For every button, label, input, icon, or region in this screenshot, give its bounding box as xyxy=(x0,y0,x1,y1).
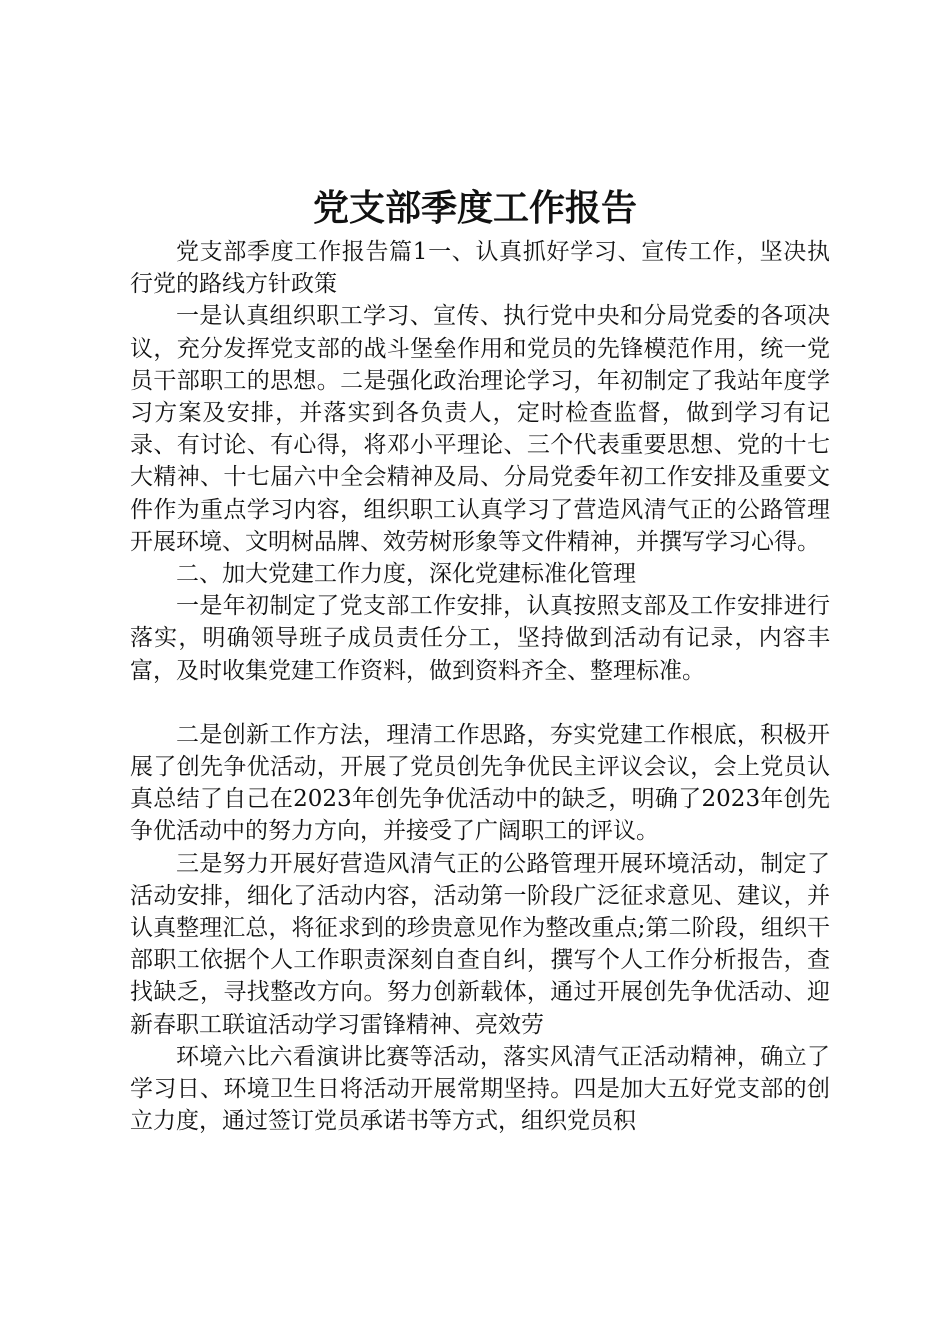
page-title: 党支部季度工作报告 xyxy=(312,187,637,229)
paragraph-7: 环境六比六看演讲比赛等活动，落实风清气正活动精神，确立了学习日、环境卫生日将活动开展常期坚持。四是加大五好党支部的创立力度，通过签订党员承诺书等方式，组织党员积 xyxy=(130,1043,830,1135)
paragraph-4: 一是年初制定了党支部工作安排，认真按照支部及工作安排进行落实，明确领导班子成员责任分工，坚持做到活动有记录，内容丰富，及时收集党建工作资料，做到资料齐全、整理标准。 xyxy=(130,593,830,684)
paragraph-2: 一是认真组织职工学习、宣传、执行党中央和分局党委的各项决议，充分发挥党支部的战斗堡垒作用和党员的先锋模范作用，统一党员干部职工的思想。二是强化政治理论学习，年初制定了我站年度学习方案及安排，并落实到各负责人，定时检查监督，做到学习有记录、有讨论、有心得，将邓小平理论、三个代表重要思想、党的十七大精神、十七届六中全会精神及局、分局党委年初工作安排及重要文件作为重点学习内容，组织职工认真学习了营造风清气正的公路管理开展环境、文明树品牌、效劳树形象等文件精神，并撰写学习心得。 xyxy=(130,303,830,555)
paragraph-1: 党支部季度工作报告篇1一、认真抓好学习、宣传工作，坚决执行党的路线方针政策 xyxy=(130,239,830,298)
paragraph-6: 三是努力开展好营造风清气正的公路管理开展环境活动，制定了活动安排，细化了活动内容，活动第一阶段广泛征求意见、建议，并认真整理汇总，将征求到的珍贵意见作为整改重点;第二阶段，组织干部职工依据个人工作职责深刻自查自纠，撰写个人工作分析报告，查找缺乏，寻找整改方向。努力创新载体，通过开展创先争优活动、迎新春职工联谊活动学习雷锋精神、亮效劳 xyxy=(130,850,830,1038)
document-body xyxy=(130,236,830,1137)
paragraph-3: 二、加大党建工作力度，深化党建标准化管理 xyxy=(176,561,636,588)
paragraph-5: 二是创新工作方法，理清工作思路，夯实党建工作根底，积极开展了创先争优活动，开展了党员创先争优民主评议会议，会上党员认真总结了自己在2023年创先争优活动中的缺乏，明确了2023年创先争优活动中的努力方向，并接受了广阔职工的评议。 xyxy=(130,721,830,845)
